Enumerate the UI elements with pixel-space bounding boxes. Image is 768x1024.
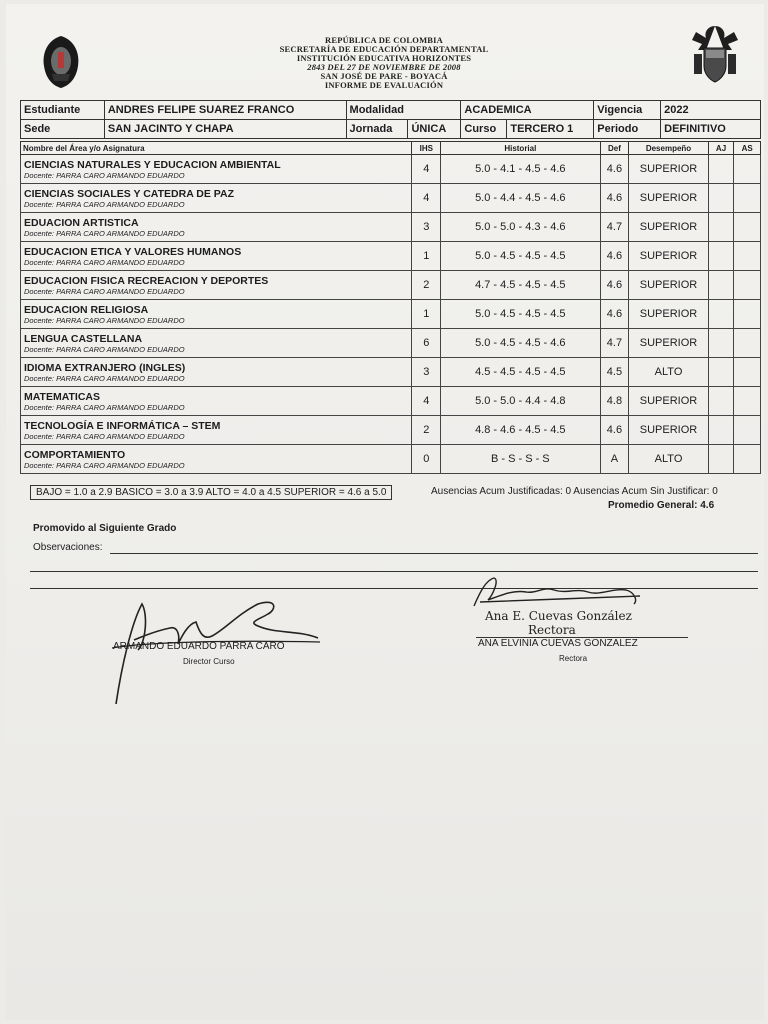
aj-cell: [708, 445, 734, 474]
table-row: [21, 155, 761, 184]
col-header-desempeno: Desempeño: [629, 142, 708, 155]
def-cell: 4.6: [600, 184, 629, 213]
ihs-cell: 3: [412, 213, 441, 242]
sede-value: SAN JACINTO Y CHAPA: [104, 120, 346, 139]
subject-teacher: Docente: PARRA CARO ARMANDO EDUARDO: [24, 373, 185, 383]
col-header-def: Def: [600, 142, 629, 155]
desempeno-cell: SUPERIOR: [629, 213, 708, 242]
subject-cell: [21, 242, 412, 271]
subject-name: LENGUA CASTELLANA: [24, 332, 143, 345]
desempeno-cell: SUPERIOR: [629, 155, 708, 184]
as-cell: [734, 155, 761, 184]
general-average: Promedio General: 4.6: [608, 500, 715, 511]
as-cell: [734, 445, 761, 474]
table-row: [21, 242, 761, 271]
aj-cell: [708, 213, 734, 242]
as-cell: [734, 300, 761, 329]
table-row: [21, 184, 761, 213]
aj-cell: [708, 300, 734, 329]
def-cell: 4.6: [600, 271, 629, 300]
col-header-aj: AJ: [708, 142, 734, 155]
col-header-historial: Historial: [441, 142, 600, 155]
student-label: Estudiante: [21, 101, 105, 120]
historial-cell: 4.8 - 4.6 - 4.5 - 4.5: [441, 416, 600, 445]
col-header-ihs: IHS: [412, 142, 441, 155]
ihs-cell: 6: [412, 329, 441, 358]
subject-teacher: Docente: PARRA CARO ARMANDO EDUARDO: [24, 344, 185, 354]
col-header-as: AS: [734, 142, 761, 155]
ihs-cell: 4: [412, 387, 441, 416]
modalidad-label: Modalidad: [346, 101, 461, 120]
subject-cell: [21, 445, 412, 474]
as-cell: [734, 358, 761, 387]
rector-role: Rectora: [559, 654, 588, 663]
header-line-2: SECRETARÍA DE EDUCACIÓN DEPARTAMENTAL: [279, 44, 489, 54]
subject-teacher: Docente: PARRA CARO ARMANDO EDUARDO: [24, 315, 185, 325]
def-cell: 4.7: [600, 213, 629, 242]
as-cell: [734, 213, 761, 242]
subject-cell: [21, 300, 412, 329]
ihs-cell: 2: [412, 271, 441, 300]
vigencia-label: Vigencia: [594, 101, 661, 120]
rector-name: ANA ELVINIA CUEVAS GONZALEZ: [478, 638, 638, 649]
jornada-value: ÚNICA: [408, 120, 461, 139]
vigencia-value: 2022: [661, 101, 761, 120]
subject-name: CIENCIAS NATURALES Y EDUCACION AMBIENTAL: [24, 158, 281, 171]
col-header-subject: Nombre del Área y/o Asignatura: [21, 142, 412, 155]
subject-teacher: Docente: PARRA CARO ARMANDO EDUARDO: [24, 257, 185, 267]
def-cell: 4.6: [600, 155, 629, 184]
subject-cell: [21, 184, 412, 213]
sede-label: Sede: [21, 120, 105, 139]
historial-cell: 5.0 - 4.5 - 4.5 - 4.5: [441, 242, 600, 271]
absences-summary: Ausencias Acum Justificadas: 0 Ausencias Acum Sin Justificar: 0: [431, 486, 718, 497]
desempeno-cell: ALTO: [629, 358, 708, 387]
desempeno-cell: SUPERIOR: [629, 387, 708, 416]
subject-name: CIENCIAS SOCIALES Y CATEDRA DE PAZ: [24, 187, 235, 200]
as-cell: [734, 184, 761, 213]
table-row: [21, 358, 761, 387]
table-row: [21, 300, 761, 329]
subject-name: EDUACION ARTISTICA: [24, 216, 139, 229]
director-name: ARMANDO EDUARDO PARRA CARO: [113, 641, 285, 652]
subject-name: COMPORTAMIENTO: [24, 448, 126, 461]
subject-name: EDUCACION ETICA Y VALORES HUMANOS: [24, 245, 242, 258]
subject-cell: [21, 213, 412, 242]
ihs-cell: 1: [412, 300, 441, 329]
subject-teacher: Docente: PARRA CARO ARMANDO EDUARDO: [24, 170, 185, 180]
table-row: [21, 416, 761, 445]
as-cell: [734, 242, 761, 271]
def-cell: 4.6: [600, 300, 629, 329]
grades-body: [21, 155, 761, 474]
jornada-label: Jornada: [346, 120, 408, 139]
aj-cell: [708, 329, 734, 358]
historial-cell: 5.0 - 5.0 - 4.4 - 4.8: [441, 387, 600, 416]
ihs-cell: 3: [412, 358, 441, 387]
subject-name: IDIOMA EXTRANJERO (INGLES): [24, 361, 186, 374]
table-row: [21, 213, 761, 242]
ihs-cell: 4: [412, 184, 441, 213]
def-cell: 4.8: [600, 387, 629, 416]
historial-cell: 5.0 - 4.5 - 4.5 - 4.6: [441, 329, 600, 358]
header-line-5: SAN JOSÉ DE PARE - BOYACÁ: [320, 71, 448, 81]
historial-cell: 5.0 - 5.0 - 4.3 - 4.6: [441, 213, 600, 242]
as-cell: [734, 416, 761, 445]
subject-teacher: Docente: PARRA CARO ARMANDO EDUARDO: [24, 460, 185, 470]
as-cell: [734, 387, 761, 416]
def-cell: 4.6: [600, 242, 629, 271]
periodo-value: DEFINITIVO: [661, 120, 761, 139]
rector-signature: [470, 572, 650, 612]
subject-cell: [21, 155, 412, 184]
observations-label: Observaciones:: [33, 542, 103, 553]
aj-cell: [708, 271, 734, 300]
desempeno-cell: SUPERIOR: [629, 300, 708, 329]
subject-name: EDUCACION RELIGIOSA: [24, 303, 149, 316]
table-row: [21, 387, 761, 416]
modalidad-value: ACADEMICA: [461, 101, 594, 120]
director-role: Director Curso: [183, 657, 235, 666]
header-line-3: INSTITUCIÓN EDUCATIVA HORIZONTES: [296, 53, 472, 63]
desempeno-cell: SUPERIOR: [629, 271, 708, 300]
as-cell: [734, 271, 761, 300]
as-cell: [734, 329, 761, 358]
aj-cell: [708, 155, 734, 184]
rector-stamp-name: Ana E. Cuevas González: [485, 609, 632, 623]
subject-cell: [21, 387, 412, 416]
desempeno-cell: SUPERIOR: [629, 329, 708, 358]
desempeno-cell: SUPERIOR: [629, 242, 708, 271]
historial-cell: 4.7 - 4.5 - 4.5 - 4.5: [441, 271, 600, 300]
table-row: [21, 445, 761, 474]
subject-teacher: Docente: PARRA CARO ARMANDO EDUARDO: [24, 286, 185, 296]
def-cell: A: [600, 445, 629, 474]
historial-cell: B - S - S - S: [441, 445, 600, 474]
curso-label: Curso: [461, 120, 507, 139]
desempeno-cell: SUPERIOR: [629, 184, 708, 213]
ihs-cell: 4: [412, 155, 441, 184]
aj-cell: [708, 242, 734, 271]
historial-cell: 5.0 - 4.5 - 4.5 - 4.5: [441, 300, 600, 329]
def-cell: 4.5: [600, 358, 629, 387]
subject-name: TECNOLOGÍA E INFORMÁTICA – STEM: [24, 419, 221, 432]
header-line-1: REPÚBLICA DE COLOMBIA: [324, 35, 444, 45]
historial-cell: 4.5 - 4.5 - 4.5 - 4.5: [441, 358, 600, 387]
observations-line-1: [110, 553, 758, 554]
def-cell: 4.7: [600, 329, 629, 358]
subject-name: EDUCACION FISICA RECREACION Y DEPORTES: [24, 274, 269, 287]
ihs-cell: 1: [412, 242, 441, 271]
rector-stamp-role: Rectora: [528, 623, 576, 637]
aj-cell: [708, 416, 734, 445]
aj-cell: [708, 358, 734, 387]
subject-teacher: Docente: PARRA CARO ARMANDO EDUARDO: [24, 228, 185, 238]
periodo-label: Periodo: [594, 120, 661, 139]
desempeno-cell: SUPERIOR: [629, 416, 708, 445]
header-line-6: INFORME DE EVALUACIÓN: [324, 80, 444, 90]
historial-cell: 5.0 - 4.1 - 4.5 - 4.6: [441, 155, 600, 184]
subject-cell: [21, 416, 412, 445]
def-cell: 4.6: [600, 416, 629, 445]
subject-name: MATEMATICAS: [24, 390, 101, 403]
grading-scale: BAJO = 1.0 a 2.9 BASICO = 3.0 a 3.9 ALTO = 4.0 a 4.5 SUPERIOR = 4.6 a 5.0: [30, 485, 392, 500]
aj-cell: [708, 184, 734, 213]
curso-value: TERCERO 1: [507, 120, 594, 139]
subject-teacher: Docente: PARRA CARO ARMANDO EDUARDO: [24, 199, 185, 209]
table-row: [21, 329, 761, 358]
promotion-status: Promovido al Siguiente Grado: [33, 523, 177, 534]
aj-cell: [708, 387, 734, 416]
desempeno-cell: ALTO: [629, 445, 708, 474]
subject-cell: [21, 329, 412, 358]
ihs-cell: 0: [412, 445, 441, 474]
grades-table: [20, 141, 761, 474]
historial-cell: 5.0 - 4.4 - 4.5 - 4.6: [441, 184, 600, 213]
subject-teacher: Docente: PARRA CARO ARMANDO EDUARDO: [24, 402, 185, 412]
subject-cell: [21, 271, 412, 300]
table-row: [21, 271, 761, 300]
header-line-4: 2843 DEL 27 DE NOVIEMBRE DE 2008: [307, 62, 461, 72]
student-value: ANDRES FELIPE SUAREZ FRANCO: [104, 101, 346, 120]
student-info-table: [20, 100, 761, 139]
subject-teacher: Docente: PARRA CARO ARMANDO EDUARDO: [24, 431, 185, 441]
subject-cell: [21, 358, 412, 387]
ihs-cell: 2: [412, 416, 441, 445]
